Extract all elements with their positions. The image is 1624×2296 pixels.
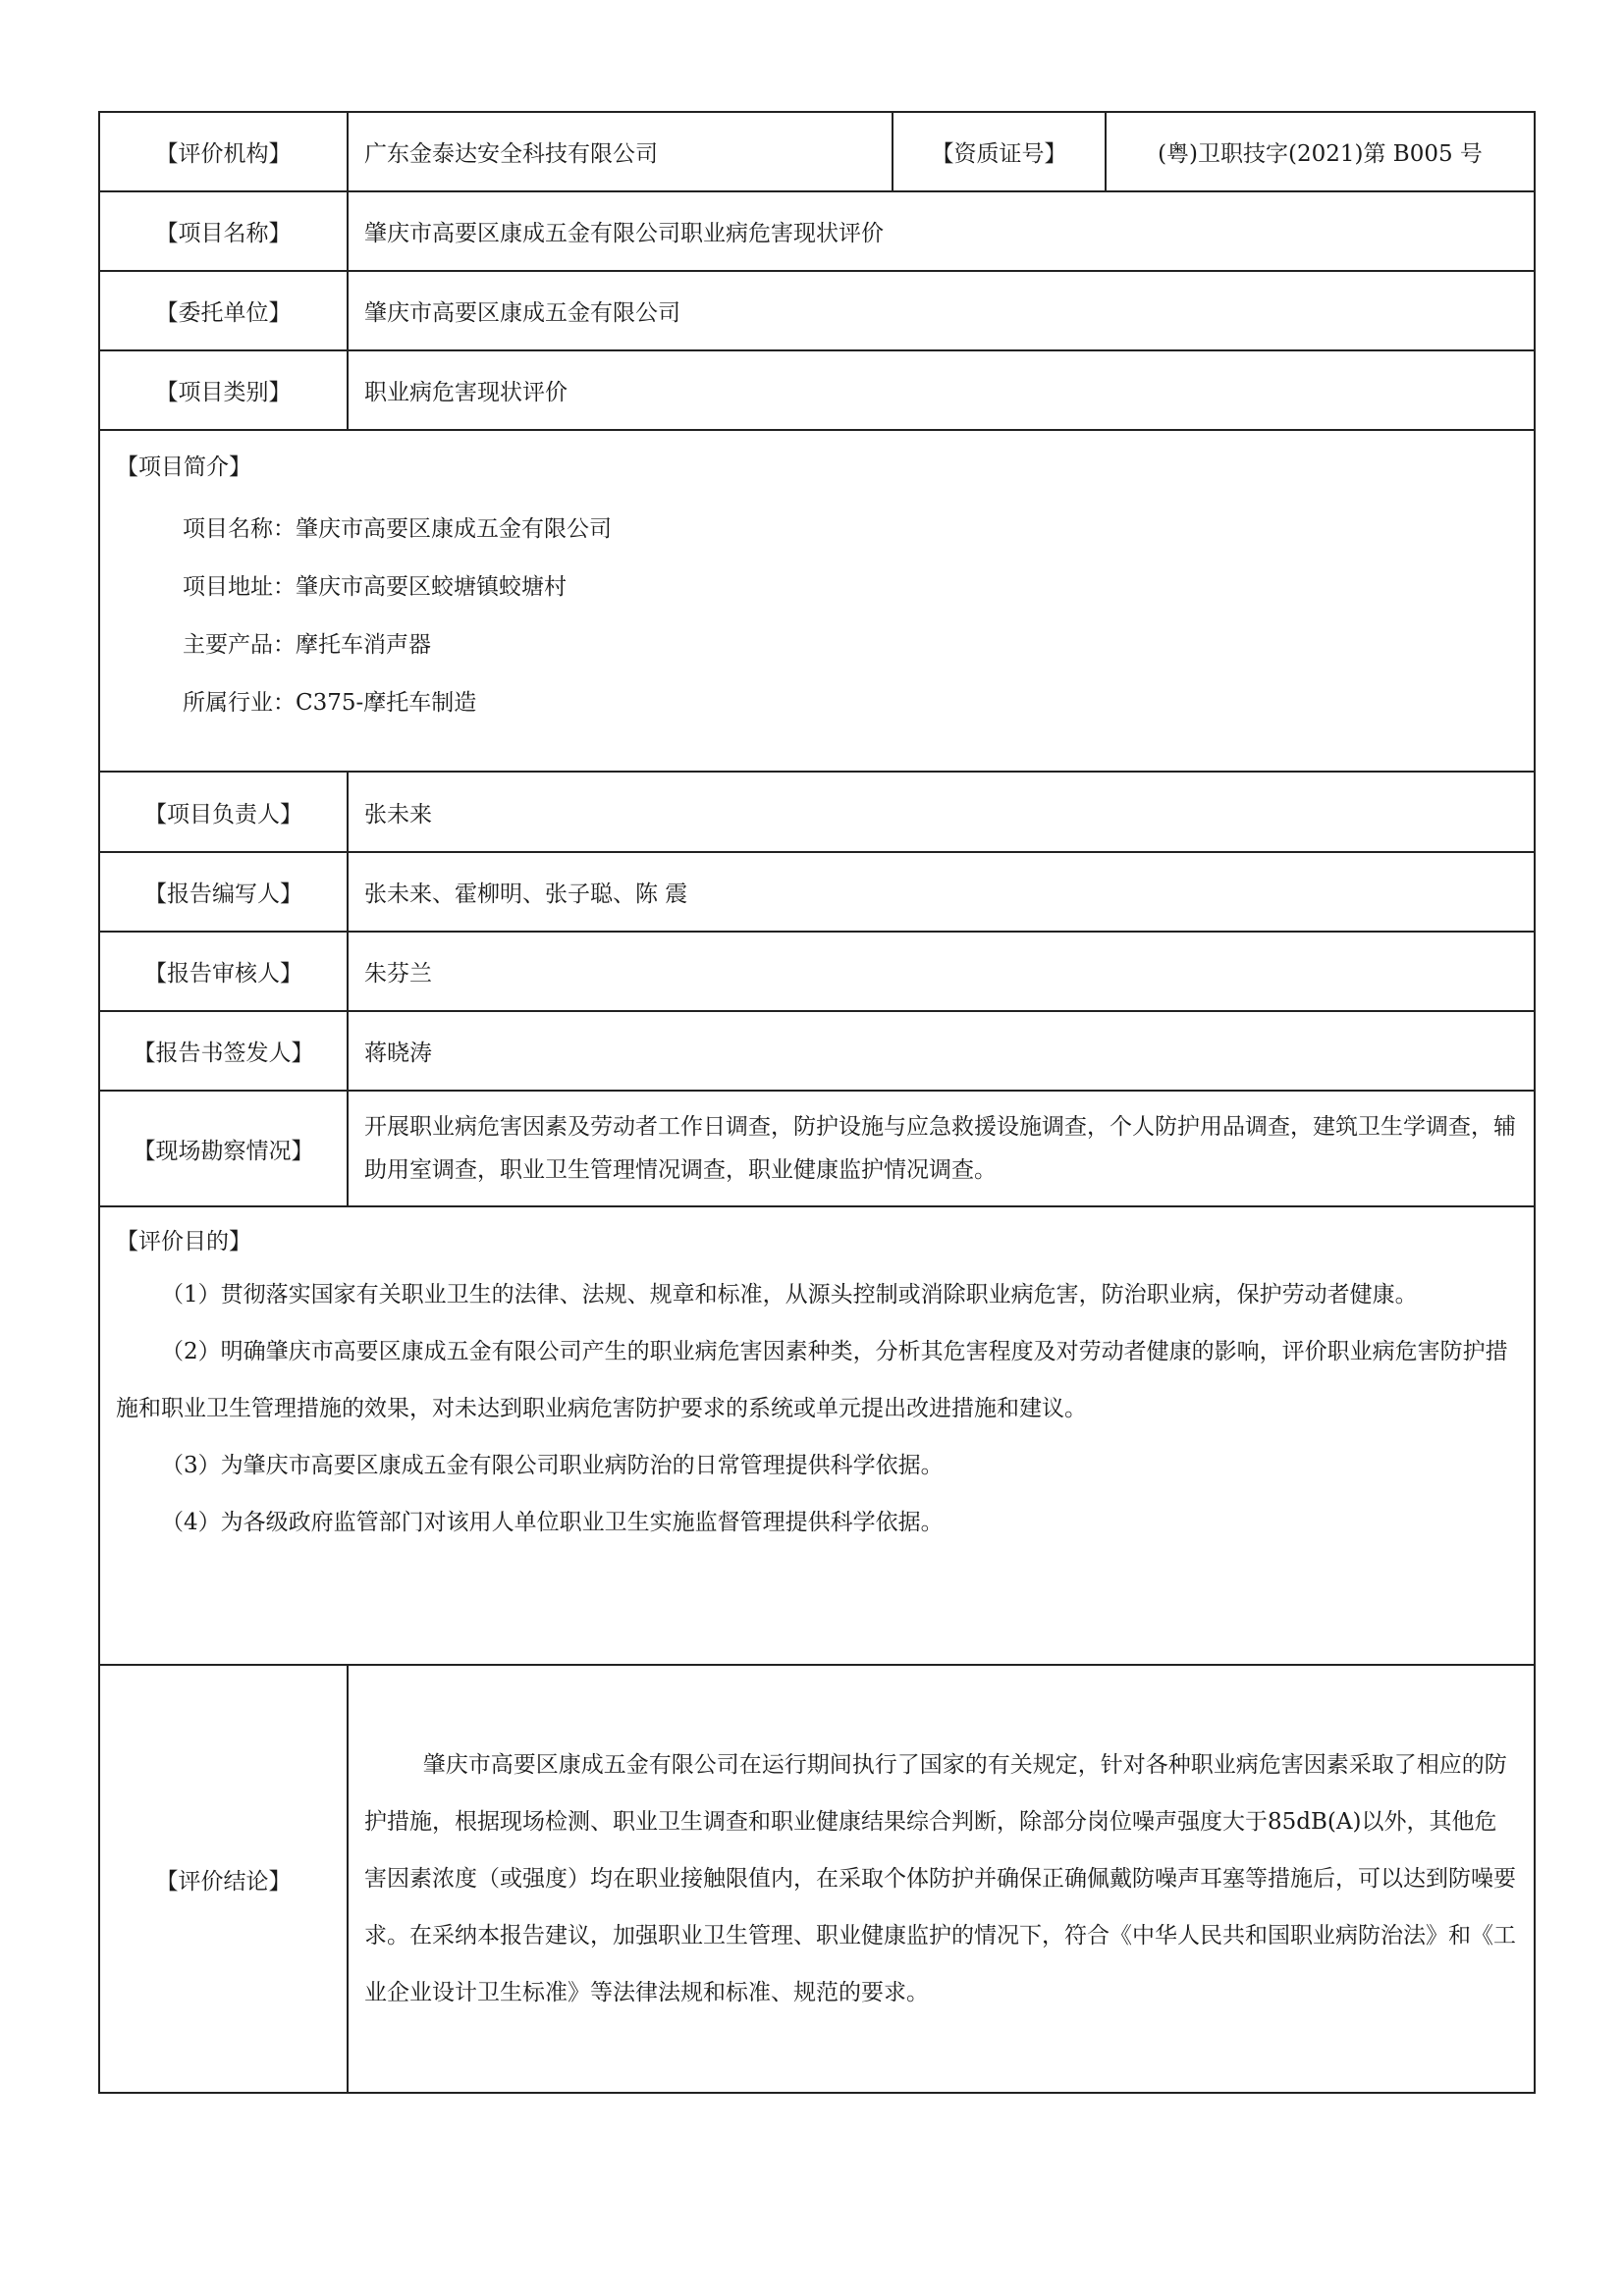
purpose-cell [99, 1206, 1535, 1665]
row-leader [99, 772, 1535, 852]
client-label: 【委托单位】 [99, 271, 348, 350]
row-client [99, 271, 1535, 350]
leader-label: 【项目负责人】 [99, 772, 348, 852]
row-eval-org [99, 112, 1535, 191]
purpose-title: 【评价目的】 [116, 1229, 251, 1255]
eval-org-value: 广东金泰达安全科技有限公司 [348, 112, 893, 191]
survey-value: 开展职业病危害因素及劳动者工作日调查，防护设施与应急救援设施调查，个人防护用品调查，建筑卫生学调查，辅助用室调查，职业卫生管理情况调查，职业健康监护情况调查。 [348, 1091, 1535, 1206]
purpose-item: （1）贯彻落实国家有关职业卫生的法律、法规、规章和标准，从源头控制或消除职业病危害，防治职业病，保护劳动者健康。 [161, 1282, 1418, 1308]
row-intro [99, 430, 1535, 772]
conclusion-value: 肇庆市高要区康成五金有限公司在运行期间执行了国家的有关规定，针对各种职业病危害因素采取了相应的防护措施，根据现场检测、职业卫生调查和职业健康结果综合判断，除部分岗位噪声强度大于85dB(A)以外，其他危害因素浓度（或强度）均在职业接触限值内，在采取个体防护并确保正确佩戴防噪声耳塞等措施后，可以达到防噪要求。在采纳本报告建议，加强职业卫生管理、职业健康监护的情况下，符合《中华人民共和国职业病防治法》和《工业企业设计卫生标准》等法律法规和标准、规范的要求。 [348, 1665, 1535, 2093]
client-value: 肇庆市高要区康成五金有限公司 [348, 271, 1535, 350]
cert-label: 【资质证号】 [893, 112, 1106, 191]
writers-value: 张未来、霍柳明、张子聪、陈 震 [348, 852, 1535, 932]
project-type-value: 职业病危害现状评价 [348, 350, 1535, 430]
eval-org-label: 【评价机构】 [99, 112, 348, 191]
reviewer-label: 【报告审核人】 [99, 932, 348, 1011]
row-survey [99, 1091, 1535, 1206]
intro-line: 项目名称：肇庆市高要区康成五金有限公司 [183, 516, 612, 542]
intro-cell [99, 430, 1535, 772]
row-project-name [99, 191, 1535, 271]
intro-line: 主要产品：摩托车消声器 [183, 632, 431, 658]
writers-label: 【报告编写人】 [99, 852, 348, 932]
purpose-item: （3）为肇庆市高要区康成五金有限公司职业病防治的日常管理提供科学依据。 [161, 1453, 944, 1478]
project-name-value: 肇庆市高要区康成五金有限公司职业病危害现状评价 [348, 191, 1535, 271]
cert-value: (粤)卫职技字(2021)第 B005 号 [1106, 112, 1535, 191]
project-type-label: 【项目类别】 [99, 350, 348, 430]
purpose-item: （2）明确肇庆市高要区康成五金有限公司产生的职业病危害因素种类，分析其危害程度及对劳动者健康的影响，评价职业病危害防护措施和职业卫生管理措施的效果，对未达到职业病危害防护要求的系统或单元提出改进措施和建议。 [116, 1339, 1508, 1421]
purpose-item: （4）为各级政府监管部门对该用人单位职业卫生实施监督管理提供科学依据。 [161, 1510, 944, 1535]
row-project-type [99, 350, 1535, 430]
project-name-label: 【项目名称】 [99, 191, 348, 271]
intro-title: 【项目简介】 [116, 454, 251, 480]
intro-line: 所属行业：C375-摩托车制造 [183, 690, 477, 716]
issuer-value: 蒋晓涛 [348, 1011, 1535, 1091]
issuer-label: 【报告书签发人】 [99, 1011, 348, 1091]
row-reviewer [99, 932, 1535, 1011]
reviewer-value: 朱芬兰 [348, 932, 1535, 1011]
row-writers [99, 852, 1535, 932]
conclusion-label: 【评价结论】 [99, 1665, 348, 2093]
row-purpose [99, 1206, 1535, 1665]
leader-value: 张未来 [348, 772, 1535, 852]
survey-label: 【现场勘察情况】 [99, 1091, 348, 1206]
evaluation-summary-table [98, 111, 1536, 2094]
row-issuer [99, 1011, 1535, 1091]
row-conclusion [99, 1665, 1535, 2093]
intro-line: 项目地址：肇庆市高要区蛟塘镇蛟塘村 [183, 574, 567, 600]
